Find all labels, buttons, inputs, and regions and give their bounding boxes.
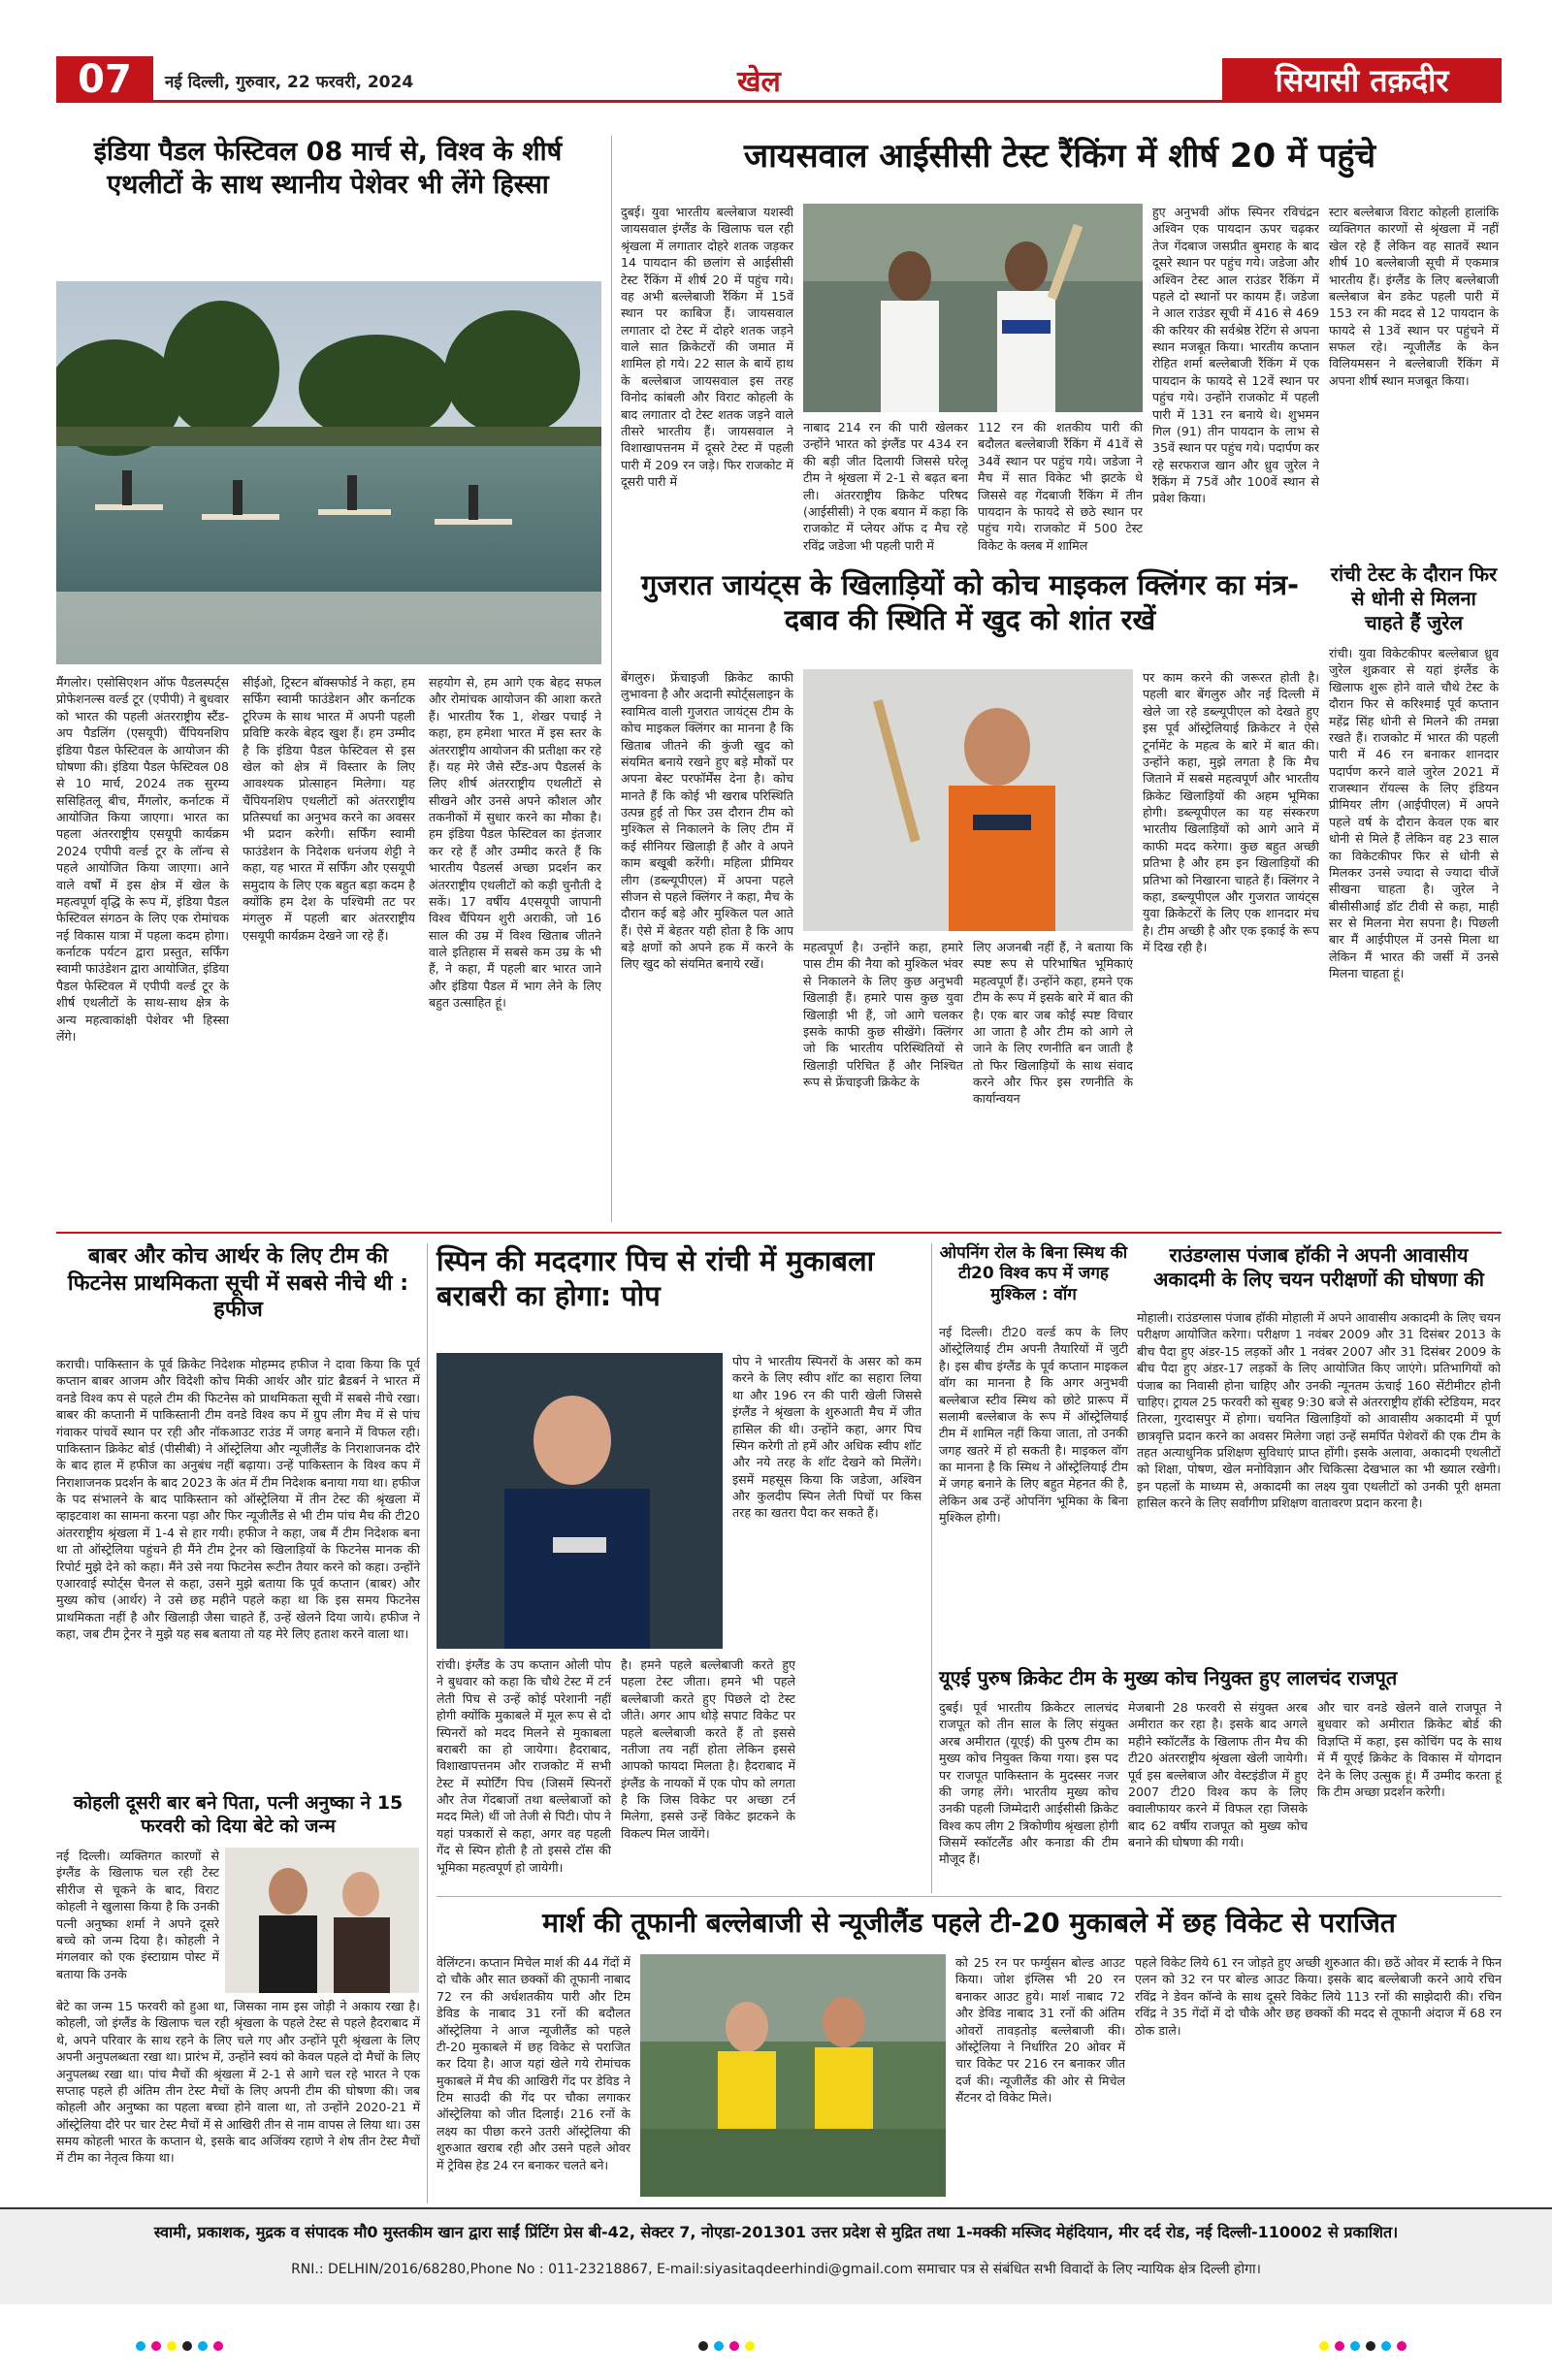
article-jaiswal-col4: हुए अनुभवी ऑफ स्पिनर रविचंद्रन अश्विन एक पायदान ऊपर चढ़कर तेज गेंदबाज जसप्रीत बुमराह के बाद दूसरे स्थान पर पहुंच गये। जडेजा और अश्विन टेस्ट आल राउंडर रैंकिंग में पहले दो स्थानों पर कायम हैं। जडेजा ने आल राउंडर सूची में 416 से 469 की करियर की सर्वश्रेष्ठ रेटिंग से अपना स्थान मजबूत किया। भारतीय कप्तान रोहित शर्मा बल्लेबाजी रैंकिंग में एक पायदान के फायदे से 12वें स्थान पर पहुंच गये। उन्होंने राजकोट में पहली पारी में 131 रन बनाये थे। शुभमन गिल (91) तीन पायदान के लाभ से 35वें स्थान पर पहुंच गये। पदार्पण कर रहे सरफराज खान और ध्रुव जुरेल ने रैंकिंग में 75वें और 100वें स्थान से प्रवेश किया। — [1152, 205, 1319, 506]
article-gujarat-col4: पर काम करने की जरूरत होती है। पहली बार बेंगलुरु और नई दिल्ली में खेले जा रहे डब्ल्यूपीएल को देखते हुए इस पूर्व ऑस्ट्रेलियाई क्रिकेटर ने ऐसे टूर्नामेंट के महत्व के बारे में बात की। उन्होंने कहा, मुझे लगता है कि मैच जिताने में सबसे महत्वपूर्ण और भारतीय क्रिकेट खिलाड़ियों की अहम भूमिका होगी। डब्ल्यूपीएल का यह संस्करण भारतीय खिलाड़ियों को आगे आने में काफी मदद करेगा। कुछ बहुत अच्छी प्रतिभा है और हम इन खिलाड़ियों की प्रतिभा को निखारना चाहते हैं। क्लिंगर ने कहा, डब्ल्यूपीएल और गुजरात जायंट्स युवा क्रिकेटरों के लिए एक शानदार मंच है। टीम अच्छी है और एक इकाई के रूप में दिख रही है। — [1143, 670, 1319, 954]
article-jaiswal-col1: दुबई। युवा भारतीय बल्लेबाज यशस्वी जायसवाल इंग्लैंड के खिलाफ चल रही श्रृंखला में लगातार दोहरे शतक जड़कर 14 पायदान की छलांग से आईसीसी टेस्ट रैंकिंग में शीर्ष 20 में पहुंच गये। वह अभी बल्लेबाजी रैंकिंग में 15वें स्थान पर काबिज हैं। जायसवाल लगातार दो टेस्ट में दोहरे शतक जड़ने वाले सात क्रिकेटरों की जमात में शामिल हो गये। 22 साल के बायें हाथ के बल्लेबाज जायसवाल इस तरह विनोद कांबली और विराट कोहली के बाद लगातार दो टेस्ट शतक जड़ने वाले तीसरे भारतीय हैं। जायसवाल ने विशाखापत्तनम में दूसरे टेस्ट में पहली पारी में 209 रन जड़े। फिर राजकोट में दूसरी पारी में — [621, 205, 793, 489]
registration-marks-left — [136, 2341, 223, 2351]
column-rule — [611, 136, 612, 1222]
article-babar: कराची। पाकिस्तान के पूर्व क्रिकेट निदेशक मोहम्मद हफीज ने दावा किया कि पूर्व कप्तान बाबर आजम और विदेशी कोच मिकी आर्थर और ग्रांट ब्रैडबर्न ने भारत में वनडे विश्व कप से पहले टीम की फिटनेस को प्राथमिकता सूची में सबसे नीचे रखा। बाबर की कप्तानी में पाकिस्तानी टीम वनडे विश्व कप में ग्रुप लीग मैच में से पांच गंवाकर पांचवें स्थान पर रही और नॉकआउट राउंड में जगह बनाने में विफल रही। पाकिस्तान क्रिकेट बोर्ड (पीसीबी) ने ऑस्ट्रेलिया और न्यूजीलैंड के निराशाजनक दौरे के बाद हाल में हफीज का अनुबंध नहीं बढ़ाया। उन्हें पाकिस्तान के विश्व कप में निराशाजनक प्रदर्शन के बाद 2023 के अंत में टीम निदेशक बनाया गया था। हफीज के पद संभालने के बाद पाकिस्तान को ऑस्ट्रेलिया में तीन टेस्ट की श्रृंखला में व्हाइटवाश का सामना करना पड़ा और फिर न्यूजीलैंड से भी टीम पांच मैच की टी20 अंतरराष्ट्रीय श्रृंखला में 1-4 से हार गयी। हफीज ने कहा, जब मैं टीम निदेशक बना था तो ऑस्ट्रेलिया पहुंचने ही मैंने टीम ट्रेनर को खिलाड़ियों के फिटनेस मानक की रिपोर्ट मुझे देने को कहा। मैंने उसे नया फिटनेस रूटीन तैयार करने को कहा। उन्होंने एआरवाई स्पोर्ट्स चैनल से कहा, उसने मुझे बताया कि पूर्व कप्तान (बाबर) और मुख्य कोच (आर्थर) ने उसे छह महीने पहले कहा था कि इस समय फिटनेस प्राथमिकता नहीं है और खिलाड़ी जैसा चाहते हैं, उन्हें खेलने दिया जाये। हफीज ने कहा, जब टीम ट्रेनर ने मुझे यह सब बताया तो यह मेरे लिए हताश करने वाला था। — [56, 1357, 420, 1641]
article-padel-col1: मैंगलोर। एसोसिएशन ऑफ पैडलस्पर्ट्स प्रोफेशनल्स वर्ल्ड टूर (एपीपी) ने बुधवार को भारत की पहली अंतरराष्ट्रीय स्टैंड-अप पैडलिंग (एसयूपी) चैंपियनशिप इंडिया पैडल फेस्टिवल के आयोजन की घोषणा की। इंडिया पैडल फेस्टिवल 08 से 10 मार्च, 2024 तक सुरम्य ससिहितलू बीच, मैंगलोर, कर्नाटक में आयोजित किया जाएगा। भारत का पहला अंतरराष्ट्रीय एसयूपी कार्यक्रम 2024 एपीपी वर्ल्ड टूर के लॉन्च से पहले आयोजित किया जाएगा। आने वाले वर्षों में इस क्षेत्र में खेल के महत्वपूर्ण वृद्धि के रूप में, इंडिया पैडल फेस्टिवल संगठन के लिए एक रोमांचक नई विकास यात्रा में पहला कदम होगा। कर्नाटक पर्यटन द्वारा प्रस्तुत, सर्फिंग स्वामी फाउंडेशन द्वारा आयोजित, इंडिया पैडल फेस्टिवल में एपीपी वर्ल्ड टूर के शीर्ष एथलीटों के साथ-साथ क्षेत्र के अन्य महत्वाकांक्षी पेशेवर भी हिस्सा लेंगे। — [56, 675, 229, 1044]
article-rajput-col1: दुबई। पूर्व भारतीय क्रिकेटर लालचंद राजपूत को तीन साल के लिए संयुक्त अरब अमीरात (यूएई) की पुरुष टीम का मुख्य कोच नियुक्त किया गया। इस पद पर राजपूत पाकिस्तान के मुदस्सर नजर की जगह लेंगे। भारतीय मुख्य कोच उनकी पहली जिम्मेदारी आईसीसी क्रिकेट विश्व कप लीग 2 त्रिकोणीय श्रृंखला होगी जिसमें स्कॉटलैंड और कनाडा की टीम मौजूद हैं। — [939, 1700, 1118, 1867]
headline-gujarat: गुजरात जायंट्स के खिलाड़ियों को कोच माइकल क्लिंगर का मंत्र- दबाव की स्थिति में खुद को शांत रखें — [640, 568, 1300, 637]
registration-dot — [729, 2341, 739, 2351]
registration-dot — [1350, 2341, 1360, 2351]
registration-dot — [698, 2341, 708, 2351]
headline-padel: इंडिया पैडल फेस्टिवल 08 मार्च से, विश्व के शीर्ष एथलीटों के साथ स्थानीय पेशेवर भी लेंगे हिस्सा — [93, 137, 563, 200]
headline-babar: बाबर और कोच आर्थर के लिए टीम की फिटनेस प्राथमिकता सूची में सबसे नीचे थी : हफीज — [67, 1244, 409, 1322]
registration-dot — [182, 2341, 192, 2351]
headline-jaiswal: जायसवाल आईसीसी टेस्ट रैंकिंग में शीर्ष 20 में पहुंचे — [743, 137, 1376, 176]
headline-marsh: मार्श की तूफानी बल्लेबाजी से न्यूजीलैंड पहले टी-20 मुकाबले में छह विकेट से पराजित — [542, 1907, 1396, 1939]
article-gujarat-col2: महत्वपूर्ण है। उन्होंने कहा, हमारे पास टीम की नैया को मुश्किल भंवर से निकालने के लिए कुछ अनुभवी खिलाड़ी हैं। हमारे पास कुछ युवा खिलाड़ी भी हैं, जो आगे चलकर इसके काफी कुछ सीखेंगे। क्लिंगर जो कि भारतीय परिस्थितियों से खिलाड़ी परिचित हैं और निश्चित रूप से फ्रेंचाइजी क्रिकेट के — [803, 940, 963, 1089]
headline-jurel: रांची टेस्ट के दौरान फिर से धोनी से मिलना चाहते हैं जुरेल — [1330, 563, 1498, 634]
registration-dot — [1319, 2341, 1329, 2351]
article-hockey: मोहाली। राउंडग्लास पंजाब हॉकी मोहाली में अपने आवासीय अकादमी के लिए चयन परीक्षण आयोजित करेगा। परीक्षण 1 नवंबर 2009 और 31 दिसंबर 2013 के बीच पैदा हुए अंडर-15 लड़कों और 1 नवंबर 2007 और 31 दिसंबर 2009 के बीच पैदा हुए अंडर-17 लड़कों के लिए आयोजित किए जाएंगे। प्रतिभागियों को पंजाब का निवासी होना चाहिए और उनकी न्यूनतम ऊंचाई 160 सेंटीमीटर होनी चाहिए। ट्रायल 25 फरवरी को सुबह 9:30 बजे से अंतरराष्ट्रीय हॉकी स्टेडियम, मदर तिरला, गुरदासपुर में होगा। चयनित खिलाड़ियों को आवासीय अकादमी में पूर्ण छात्रवृत्ति प्रदान करने का अवसर मिलेगा जहां उन्हें समर्पित पेशेवरों की एक टीम के तहत अत्याधुनिक प्रशिक्षण सुविधाएं प्राप्त होंगी। इसके अलावा, अकादमी एथलीटों को शिक्षा, पोषण, खेल मनोविज्ञान और चिकित्सा देखभाल का भी ख्याल रखेगी। इन पहलों के माध्यम से, अकादमी का लक्ष्य युवा एथलीटों को उनकी पूरी क्षमता हासिल करने के लिए सर्वांगीण प्रशिक्षण वातावरण प्रदान करना है। — [1137, 1310, 1501, 1511]
section-divider — [56, 1232, 1502, 1234]
article-kohli: बेटे का जन्म 15 फरवरी को हुआ था, जिसका नाम इस जोड़ी ने अकाय रखा है। कोहली, जो इंग्लैंड के खिलाफ चल रही श्रृंखला के पहले टेस्ट से पहले हैदराबाद में थे, अपने परिवार के साथ रहने के लिए चले गए और उन्होंने पूरी श्रृंखला के लिए अपनी अनुपलब्धता रखा था। प्रारंभ में, उन्होंने स्वयं को केवल पहले दो मैचों के लिए अनुपलब्ध रखा था। पांच मैचों की श्रृंखला में 2-1 से आगे चल रहे भारत ने एक सप्ताह पहले ही अंतिम तीन टेस्ट मैचों के लिए अपनी टीम की घोषणा की। जब कोहली और अनुष्का का पहला बच्चा होने वाला था, तो उन्होंने 2020-21 में ऑस्ट्रेलिया दौरे पर चार टेस्ट मैचों में से आखिरी तीन से नाम वापस ले लिया था। उस समय कोहली भारत के कप्तान थे, इसके बाद अजिंक्य रहाणे ने शेष तीन टेस्ट मैचों में टीम का नेतृत्व किया था। — [56, 1999, 420, 2166]
headline-spin: स्पिन की मददगार पिच से रांची में मुकाबला बराबरी का होगा: पोप — [436, 1244, 875, 1313]
registration-dot — [1335, 2341, 1344, 2351]
article-rajput-col3: और चार वनडे खेलने वाले राजपूत ने बुधवार को अमीरात क्रिकेट बोर्ड की विज्ञप्ति में कहा, इस कोचिंग पद के साथ में मैं यूएई क्रिकेट के विकास में योगदान देने के लिए उत्सुक हूं। मैं उम्मीद करता हूं कि टीम अच्छा प्रदर्शन करेगी। — [1317, 1700, 1502, 1799]
article-wagh: नई दिल्ली। टी20 वर्ल्ड कप के लिए ऑस्ट्रेलियाई टीम अपनी तैयारियों में जुटी है। इस बीच इंग्लैंड के पूर्व कप्तान माइकल वॉग का मानना है कि अगर अनुभवी बल्लेबाज स्टीव स्मिथ को छोटे प्रारूप में सलामी बल्लेबाज के रूप में ऑस्ट्रेलियाई टीम में शामिल नहीं किया जाता, तो उनकी जगह खतरे में हो सकती है। माइकल वॉग का मानना है कि स्मिथ ने ऑस्ट्रेलियाई टीम में जगह बनाने के लिए बहुत मेहनत की है, लेकिन अब उन्हें ओपनिंग भूमिका के बिना मुश्किल होगी। — [939, 1325, 1128, 1526]
section-title: खेल — [737, 65, 781, 99]
newspaper-brand: सियासी तक़दीर — [1222, 58, 1502, 103]
photo-pope — [436, 1353, 723, 1649]
photo-marsh — [640, 1954, 946, 2197]
article-jaiswal-col2: नाबाद 214 रन की पारी खेलकर उन्होंने भारत को इंग्लैंड पर 434 रन की बड़ी जीत दिलायी जिससे घरेलू टीम ने श्रृंखला में 2-1 से बढ़त बना ली। अंतरराष्ट्रीय क्रिकेट परिषद (आईसीसी) ने एक बयान में कहा कि राजकोट में प्लेयर ऑफ द मैच रहे रविंद्र जडेजा भी पहली पारी में — [803, 420, 968, 553]
column-rule — [427, 1243, 428, 2203]
dateline: नई दिल्ली, गुरुवार, 22 फरवरी, 2024 — [165, 73, 414, 92]
imprint-line: स्वामी, प्रकाशक, मुद्रक व संपादक मौ0 मुस्तकीम खान द्वारा साईं प्रिंटिंग प्रेस बी-42, सेक्टर 7, नोएडा-201301 उत्तर प्रदेश से मुद्रित तथा 1-मक्की मस्जिद मेहंदियान, मीर दर्द रोड, नई दिल्ली-110002 से प्रकाशित। — [153, 2223, 1399, 2241]
registration-marks-center — [698, 2341, 755, 2351]
article-padel-col3: सहयोग से, हम आगे एक बेहद सफल और रोमांचक आयोजन की आशा करते हैं। भारतीय रैंक 1, शेखर पचाई ने कहा, हम हमेशा भारत में इस स्तर के अंतरराष्ट्रीय आयोजन की प्रतीक्षा कर रहे हैं। यह मेरे जैसे स्टैंड-अप पैडलर्स के लिए शीर्ष अंतरराष्ट्रीय एथलीटों से सीखने और उनसे अपने कौशल और तकनीकों में सुधार करने का मौका है। हम इंडिया पैडल फेस्टिवल का इंतजार कर रहे हैं और उम्मीद करते हैं कि भारतीय पैडलर्स अच्छा प्रदर्शन कर अंतरराष्ट्रीय एथलीटों को कड़ी चुनौती दे सकें। 17 वर्षीय 4एसयूपी जापानी विश्व चैंपियन शुरी अराकी, जो 16 साल की उम्र में विश्व खिताब जीतने वाले इतिहास में सबसे कम उम्र के भी हैं, ने कहा, मैं पहली बार भारत जाने और इंडिया पैडल में भाग लेने के लिए बहुत उत्साहित हूं। — [429, 675, 601, 1011]
photo-klinger — [803, 669, 1133, 931]
registration-dot — [714, 2341, 724, 2351]
photo-padel — [56, 281, 601, 664]
article-gujarat-col1: बेंगलुरु। फ्रेंचाइजी क्रिकेट काफी लुभावना है और अदानी स्पोर्ट्सलाइन के स्वामित्व वाली गुजरात जायंट्स टीम के कोच माइकल क्लिंगर का मानना है कि खिताब जीतने की कुंजी खुद को संयमित बनाये रखने हुए बड़े मौकों पर अपना बेस्ट परफॉर्मेंस देना है। कोच मानते हैं कि कोई भी खराब परिस्थिति उत्पन्न हुई तो फिर उस दौरान टीम को मुश्किल से निकालने के लिए टीम में कई सीनियर खिलाड़ी हैं और वे अपने काम बखूबी करेंगी। महिला प्रीमियर लीग (डब्ल्यूपीएल) में अपना पहले सीजन से पहले क्लिंगर ने कहा, मैच के दौरान कई बड़े और मुश्किल पल आते हैं। ऐसे में बेहतर यही होता है कि आप बड़े क्षणों को अपने हक में करने के लिए खुद को संयमित बनाये रखें। — [621, 670, 793, 972]
article-jaiswal-col5: स्टार बल्लेबाज विराट कोहली हालांकि व्यक्तिगत कारणों से श्रृंखला में नहीं खेल रहे हैं लेकिन वह सातवें स्थान शीर्ष 10 बल्लेबाजी सूची में एकमात्र भारतीय हैं। इंग्लैंड के लिए बल्लेबाजी बल्लेबाज बेन डकेट पहली पारी में 153 रन की मदद से 12 पायदान के फायदे से 13वें स्थान पर पहुंचने में सफल रहे। न्यूजीलैंड के केन विलियमसन ने बल्लेबाजी रैंकिंग में अपना शीर्ष स्थान मजबूत किया। — [1329, 205, 1499, 388]
page-number: 07 — [56, 56, 153, 103]
registration-dot — [1381, 2341, 1391, 2351]
photo-jaiswal — [803, 204, 1143, 412]
photo-kohli-anushka — [225, 1848, 419, 1993]
article-marsh-col3: पहले विकेट लिये 61 रन जोड़ते हुए अच्छी शुरुआत की। छठें ओवर में स्टार्क ने फिन एलन को 32 रन पर बोल्ड आउट किया। इसके बाद बल्लेबाजी करने आये रचिन रविंद्र ने डेवन कॉन्वे के साथ दूसरे विकेट लिये 113 रनों की साझेदारी की। रचिन रविंद्र ने 35 गेंदों में दो चौके और छह छक्कों की मदद से तूफानी अंदाज में 68 रन ठोक डाले। — [1135, 1955, 1502, 2038]
column-rule — [931, 1243, 932, 1893]
registration-dot — [1397, 2341, 1406, 2351]
contact-line: RNI.: DELHIN/2016/68280,Phone No : 011-23218867, E-mail:siyasitaqdeerhindi@gmail.com समाचार पत्र से संबंधित सभी विवादों के लिए न्यायिक क्षेत्र दिल्ली होगा। — [291, 2262, 1261, 2277]
registration-dot — [167, 2341, 177, 2351]
row-rule — [436, 1896, 1502, 1897]
article-rajput-col2: मेजबानी 28 फरवरी से संयुक्त अरब अमीरात कर रहा है। इसके बाद अगले महीने स्कॉटलैंड के खिलाफ तीन मैच की टी20 अंतरराष्ट्रीय श्रृंखला खेली जायेगी। पूर्व इस बल्लेबाज और वेस्टइंडीज में हुए 2007 टी20 विश्व कप के लिए क्वालीफायर करने में विफल रहा जिसके बाद 62 वर्षीय राजपूत को मुख्य कोच बनाने की घोषणा की गयी। — [1128, 1700, 1308, 1849]
registration-dot — [1366, 2341, 1375, 2351]
registration-dot — [136, 2341, 146, 2351]
registration-dot — [745, 2341, 755, 2351]
article-gujarat-col3: लिए अजनबी नहीं हैं, ने बताया कि स्पष्ट रूप से परिभाषित भूमिकाएं महत्वपूर्ण हैं। उन्होंने कहा, हमने एक टीम के रूप में इसके बारे में बात की है। एक बार जब कोई स्पष्ट विचार आ जाता है और टीम को आगे ले जाने के लिए रणनीति बन जाती है तो फिर खिलाड़ियों के साथ संवाद करने और फिर इस रणनीति के कार्यान्वयन — [973, 940, 1133, 1107]
article-padel-col2: सीईओ, ट्रिस्टन बॉक्सफोर्ड ने कहा, हम सर्फिंग स्वामी फाउंडेशन और कर्नाटक टूरिज्म के साथ भारत में अपनी पहली प्रविष्टि करके बेहद खुश हैं। हम उम्मीद है कि इंडिया पैडल फेस्टिवल से इस खेल को क्षेत्र में विस्तार के लिए आवश्यक प्रोत्साहन मिलेगा। यह चैंपियनशिप एथलीटों को अंतरराष्ट्रीय प्रतिस्पर्धा का अनुभव करने का अवसर भी प्रदान करेगी। सर्फिंग स्वामी फाउंडेशन के निदेशक धनंजय शेट्टी ने कहा, यह भारत में सर्फिंग और एसयूपी समुदाय के लिए एक बहुत बड़ा कदम है क्योंकि हम देश के पश्चिमी तट पर मंगलुरु में पहली बार अंतरराष्ट्रीय एसयूपी कार्यक्रम देखने जा रहे हैं। — [242, 675, 415, 943]
headline-kohli: कोहली दूसरी बार बने पिता, पत्नी अनुष्का ने 15 फरवरी को दिया बेटे को जन्म — [73, 1792, 404, 1837]
article-kohli-intro: नई दिल्ली। व्यक्तिगत कारणों से इंग्लैंड के खिलाफ चल रही टेस्ट सीरीज से चूकने के बाद, विराट कोहली ने खुलासा किया है कि उनकी पत्नी अनुष्का शर्मा ने अपने दूसरे बच्चे को जन्म दिया है। कोहली ने मंगलवार को एक इंस्टाग्राम पोस्ट में बताया कि उनके — [56, 1849, 219, 1981]
headline-wagh: ओपनिंग रोल के बिना स्मिथ की टी20 विश्व कप में जगह मुश्किल : वॉग — [939, 1243, 1128, 1304]
article-jurel: रांची। युवा विकेटकीपर बल्लेबाज ध्रुव जुरेल शुक्रवार से यहां इंग्लैंड के खिलाफ शुरू होने वाले चौथे टेस्ट के दौरान फिर से करिश्माई पूर्व कप्तान महेंद्र सिंह धोनी से मिलने की तमन्ना रखते हैं। राजकोट में भारत की पहली पारी में 46 रन बनाकर शानदार पदार्पण करने वाले जुरेल 2021 में राजस्थान रॉयल्स के लिए इंडियन प्रीमियर लीग (आईपीएल) में अपने पहले वर्ष के दौरान केवल एक बार धोनी से मिले हैं लेकिन वह 23 साल का विकेटकीपर फिर से धोनी से मिलकर उनसे ज्यादा से ज्यादा चीजें सीखना चाहता है। जुरेल ने बीसीसीआई डॉट टीवी से कहा, माही सर से मिलना मेरा सपना है। पिछली बार मैं आईपीएल में उनसे मिला था लेकिन मैं भारत की जर्सी में उनसे मिलना चाहता हूं। — [1329, 646, 1499, 981]
registration-dot — [151, 2341, 161, 2351]
article-spin-col1: रांची। इंग्लैंड के उप कप्तान ओली पोप ने बुधवार को कहा कि चौथे टेस्ट में टर्न लेती पिच से उन्हें कोई परेशानी नहीं होगी क्योंकि मुकाबले में मूल रूप से दो स्पिनरों को मदद मिलने से मुकाबला बराबरी का हो जायेगा। हैदराबाद, विशाखापत्तनम और राजकोट में सभी टेस्ट में स्पोर्टिंग पिच (जिसमें स्पिनरों और तेज गेंदबाजों तथा बल्लेबाजों को मदद मिले) थीं जो तेजी से पिटी। पोप ने यहां पत्रकारों से कहा, अगर वह पहली गेंद से स्पिन होती है तो इससे टॉस की भूमिका महत्वपूर्ण हो जायेगी। — [436, 1657, 611, 1875]
registration-marks-right — [1319, 2341, 1406, 2351]
article-spin-col3: पोप ने भारतीय स्पिनरों के असर को कम करने के लिए स्वीप शॉट का सहारा लिया था और 196 रन की पारी खेली जिससे इंग्लैंड ने श्रृंखला के शुरुआती मैच में जीत हासिल की थी। उन्होंने कहा, अगर पिच स्पिन करेगी तो हमें और अधिक स्वीप शॉट और नये तरह के शॉट देखने को मिलेंगे। इसमें महसूस किया कि जडेजा, अश्विन और कुलदीप स्पिन लेती पिचों पर किस तरह का खतरा पैदा कर सकते हैं। — [732, 1354, 922, 1521]
registration-dot — [213, 2341, 223, 2351]
registration-dot — [198, 2341, 208, 2351]
article-jaiswal-col3: 112 रन की शतकीय पारी की बदौलत बल्लेबाजी रैंकिंग में 41वें से 34वें स्थान पर पहुंच गये। जडेजा ने मैच में सात विकेट भी झटके थे जिससे वह गेंदबाजी रैंकिंग में तीन पायदान के फायदे से छठे स्थान पर पहुंच गये। राजकोट में 500 टेस्ट विकेट के क्लब में शामिल — [978, 420, 1143, 553]
headline-rajput: यूएई पुरुष क्रिकेट टीम के मुख्य कोच नियुक्त हुए लालचंद राजपूत — [939, 1666, 1398, 1689]
article-spin-col2: है। हमने पहले बल्लेबाजी करते हुए पहला टेस्ट जीता। हमने भी पहले बल्लेबाजी करते हुए पिछले दो टेस्ट जीते। अगर आप थोड़े सपाट विकेट पर पहले बल्लेबाजी करते हैं तो इससे नतीजा तय नहीं होता लेकिन इससे आपको फायदा मिलता है। हैदराबाद में इंग्लैंड के नायकों में एक पोप को लगता है कि जिस विकेट पर अच्छा टर्न मिलेगा, इससे उन्हें विकेट झटकने के विकल्प मिल जायेंगे। — [621, 1657, 795, 1841]
article-marsh-col2: को 25 रन पर फर्ग्युसन बोल्ड आउट किया। जोश इंग्लिस भी 20 रन बनाकर आउट हुये। मार्श नाबाद 72 और डेविड नाबाद 31 रनों की अंतिम ओवरों तावड़तोड़ बल्लेबाजी की। ऑस्ट्रेलिया ने निर्धारित 20 ओवर में चार विकेट पर 216 रन बनाकर जीत दर्ज की। न्यूजीलैंड की ओर से मिचेल सैंटनर दो विकेट मिले। — [955, 1955, 1125, 2105]
headline-hockey: राउंडग्लास पंजाब हॉकी ने अपनी आवासीय अकादमी के लिए चयन परीक्षणों की घोषणा की — [1153, 1243, 1484, 1291]
article-marsh-col1: वेलिंग्टन। कप्तान मिचेल मार्श की 44 गेंदों में दो चौके और सात छक्कों की तूफानी नाबाद 72 रन की अर्धशतकीय पारी और टिम डेविड के नाबाद 31 रनों की बदौलत ऑस्ट्रेलिया ने आज न्यूजीलैंड को पहले टी-20 मुकाबले में छह विकेट से पराजित कर दिया है। आज यहां खेले गये रोमांचक मुकाबले में मैच की आखिरी गेंद पर डेविड ने टिम साउदी की गेंद पर चौका लगाकर ऑस्ट्रेलिया को जीत दिलाई। 216 रनों के लक्ष्य का पीछा करने उतरी ऑस्ट्रेलिया की शुरुआत खराब रही और उसने पहले ओवर में ट्रेविस हेड 24 रन बनाकर चलते बने। — [436, 1955, 630, 2172]
